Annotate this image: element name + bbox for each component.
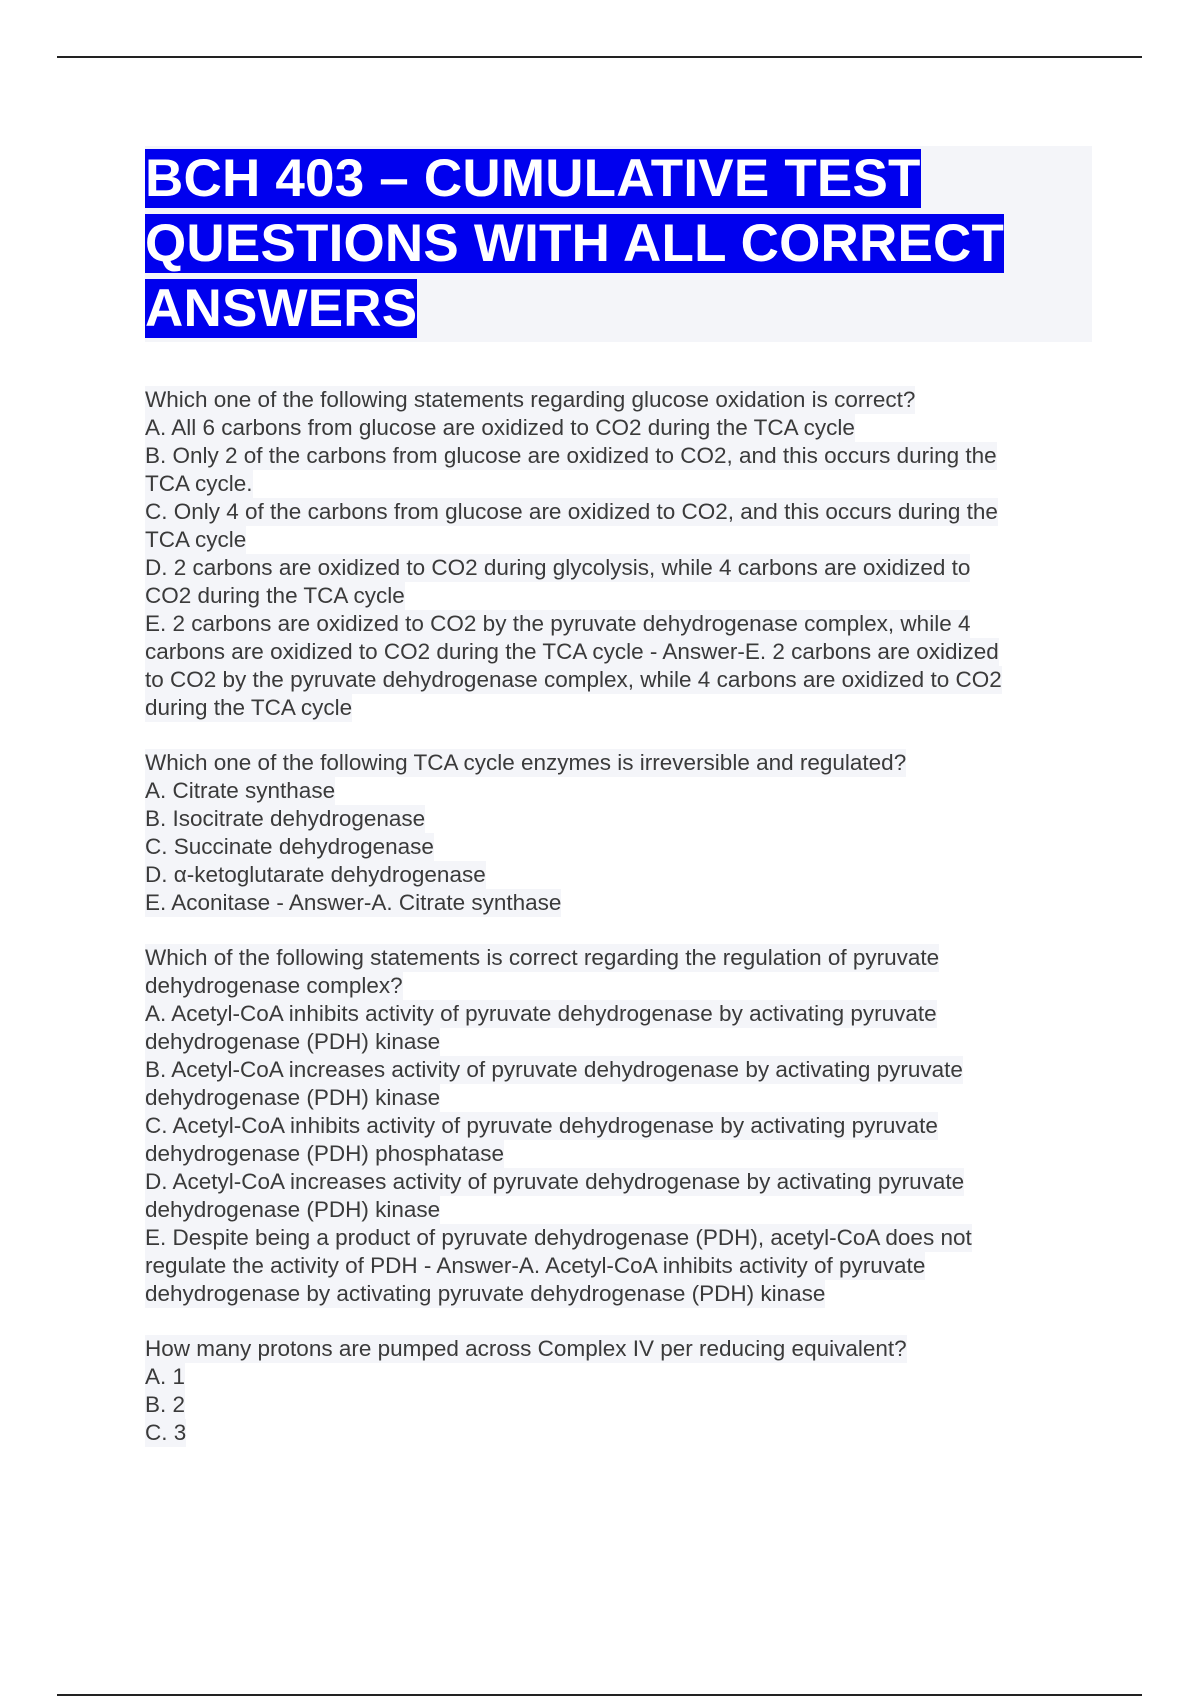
question-block	[145, 386, 1085, 722]
question-line: D. Acetyl-CoA increases activity of pyruvate dehydrogenase by activating pyruvate	[145, 1169, 965, 1194]
question-line: carbons are oxidized to CO2 during the TCA cycle - Answer-E. 2 carbons are oxidized	[145, 639, 999, 664]
question-line: E. Aconitase - Answer-A. Citrate synthase	[145, 890, 562, 915]
question-list	[145, 386, 1085, 1474]
question-block	[145, 944, 1085, 1308]
top-rule	[57, 56, 1142, 58]
question-text: Which of the following statements is correct regarding the regulation of pyruvate	[145, 945, 940, 970]
question-line: B. Only 2 of the carbons from glucose are oxidized to CO2, and this occurs during the	[145, 443, 997, 468]
question-line: D. 2 carbons are oxidized to CO2 during glycolysis, while 4 carbons are oxidized to	[145, 555, 971, 580]
question-line: dehydrogenase (PDH) kinase	[145, 1085, 441, 1110]
question-line: E. Despite being a product of pyruvate dehydrogenase (PDH), acetyl-CoA does not	[145, 1225, 972, 1250]
question-line: C. Only 4 of the carbons from glucose are oxidized to CO2, and this occurs during the	[145, 499, 998, 524]
question-line: CO2 during the TCA cycle	[145, 583, 405, 608]
question-line: A. Citrate synthase	[145, 778, 336, 803]
question-text: Which one of the following TCA cycle enzymes is irreversible and regulated?	[145, 750, 907, 775]
title-line: BCH 403 – CUMULATIVE TEST	[145, 149, 921, 208]
title-block	[145, 146, 1092, 342]
question-line: A. 1	[145, 1364, 186, 1389]
question-line: TCA cycle	[145, 527, 247, 552]
question-line: B. Acetyl-CoA increases activity of pyruvate dehydrogenase by activating pyruvate	[145, 1057, 963, 1082]
question-line: C. 3	[145, 1420, 187, 1445]
question-line: dehydrogenase (PDH) kinase	[145, 1029, 441, 1054]
question-line: E. 2 carbons are oxidized to CO2 by the pyruvate dehydrogenase complex, while 4	[145, 611, 971, 636]
question-line: to CO2 by the pyruvate dehydrogenase complex, while 4 carbons are oxidized to CO2	[145, 667, 1002, 692]
question-line: A. Acetyl-CoA inhibits activity of pyruvate dehydrogenase by activating pyruvate	[145, 1001, 937, 1026]
question-text: Which one of the following statements regarding glucose oxidation is correct?	[145, 387, 916, 412]
question-line: during the TCA cycle	[145, 695, 353, 720]
bottom-rule	[57, 1694, 1142, 1696]
question-line: regulate the activity of PDH - Answer-A. Acetyl-CoA inhibits activity of pyruvate	[145, 1253, 926, 1278]
question-line: dehydrogenase by activating pyruvate dehydrogenase (PDH) kinase	[145, 1281, 826, 1306]
question-block	[145, 749, 1085, 917]
question-block	[145, 1335, 1085, 1447]
question-line: D. α-ketoglutarate dehydrogenase	[145, 862, 486, 887]
question-line: C. Acetyl-CoA inhibits activity of pyruvate dehydrogenase by activating pyruvate	[145, 1113, 938, 1138]
question-line: TCA cycle.	[145, 471, 253, 496]
question-line: C. Succinate dehydrogenase	[145, 834, 434, 859]
question-line: B. Isocitrate dehydrogenase	[145, 806, 426, 831]
title-line: ANSWERS	[145, 279, 418, 338]
question-line: dehydrogenase (PDH) kinase	[145, 1197, 441, 1222]
question-line: B. 2	[145, 1392, 186, 1417]
question-line: dehydrogenase complex?	[145, 973, 403, 998]
question-line: A. All 6 carbons from glucose are oxidized to CO2 during the TCA cycle	[145, 415, 855, 440]
question-line: dehydrogenase (PDH) phosphatase	[145, 1141, 504, 1166]
question-text: How many protons are pumped across Complex IV per reducing equivalent?	[145, 1336, 907, 1361]
document-title	[145, 146, 1092, 341]
title-line: QUESTIONS WITH ALL CORRECT	[145, 214, 1005, 273]
